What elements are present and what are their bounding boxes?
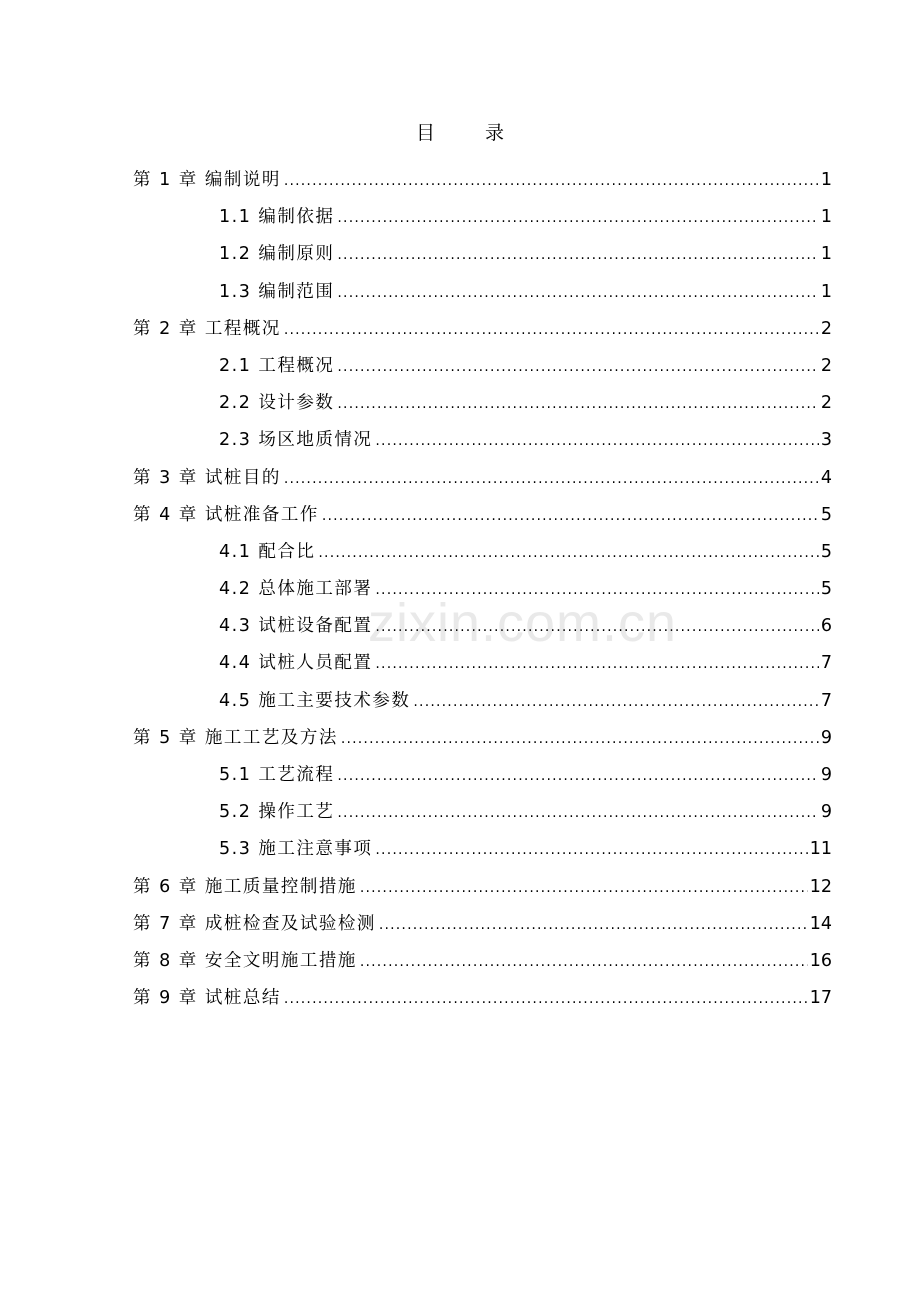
dot-leader xyxy=(284,312,819,349)
toc-section-entry[interactable] xyxy=(133,757,832,794)
toc-entry-label: 第 1 章 编制说明 xyxy=(133,170,281,190)
watermark: zixin.com.cn xyxy=(368,593,678,653)
toc-entry-page-number: 16 xyxy=(809,950,832,971)
dot-leader xyxy=(284,981,808,1018)
toc-chapter-entry[interactable] xyxy=(133,497,832,534)
dot-leader xyxy=(341,721,819,758)
toc-entry-label: 4.3 试桩设备配置 xyxy=(219,616,373,637)
toc-entry-label: 1.2 编制原则 xyxy=(219,244,335,265)
toc-chapter-entry[interactable] xyxy=(133,162,832,199)
toc-entry-page-number: 14 xyxy=(809,913,832,934)
toc-entry-label: 第 4 章 试桩准备工作 xyxy=(133,504,319,525)
dot-leader xyxy=(337,349,818,386)
toc-entry-page-number: 12 xyxy=(809,876,832,897)
toc-entry-page-number: 1 xyxy=(820,281,832,302)
toc-entry-page-number: 5 xyxy=(820,504,832,525)
dot-leader xyxy=(360,870,808,907)
toc-list xyxy=(133,162,832,1017)
toc-entry-page-number: 2 xyxy=(820,393,832,414)
toc-entry-label: 2.1 工程概况 xyxy=(219,355,335,376)
toc-chapter-entry[interactable] xyxy=(133,869,832,906)
toc-entry-label: 4.4 试桩人员配置 xyxy=(219,653,373,674)
dot-leader xyxy=(375,609,818,646)
toc-entry-page-number: 2 xyxy=(820,318,832,339)
toc-section-entry[interactable] xyxy=(133,199,832,236)
toc-entry-page-number: 5 xyxy=(820,579,832,600)
toc-entry-label: 4.1 配合比 xyxy=(219,541,316,562)
toc-section-entry[interactable] xyxy=(133,683,832,720)
dot-leader xyxy=(375,832,807,869)
toc-section-entry[interactable] xyxy=(133,571,832,608)
dot-leader xyxy=(284,461,819,498)
dot-leader xyxy=(379,907,808,944)
toc-section-entry[interactable] xyxy=(133,274,832,311)
toc-entry-label: 第 7 章 成桩检查及试验检测 xyxy=(133,913,376,934)
toc-entry-label: 1.3 编制范围 xyxy=(219,281,335,302)
toc-section-entry[interactable] xyxy=(133,645,832,682)
toc-entry-page-number: 17 xyxy=(809,988,832,1009)
dot-leader xyxy=(360,944,808,981)
toc-entry-page-number: 4 xyxy=(820,467,832,488)
toc-entry-page-number: 7 xyxy=(820,690,832,711)
toc-entry-page-number: 1 xyxy=(820,244,832,265)
toc-entry-page-number: 1 xyxy=(820,207,832,228)
toc-entry-label: 第 2 章 工程概况 xyxy=(133,318,281,339)
toc-entry-label: 4.5 施工主要技术参数 xyxy=(219,690,411,711)
toc-chapter-entry[interactable] xyxy=(133,720,832,757)
toc-entry-page-number: 11 xyxy=(809,839,832,860)
toc-chapter-entry[interactable] xyxy=(133,906,832,943)
dot-leader xyxy=(284,163,819,200)
toc-entry-page-number: 7 xyxy=(820,653,832,674)
toc-entry-label: 5.2 操作工艺 xyxy=(219,802,335,823)
toc-entry-label: 1.1 编制依据 xyxy=(219,207,335,228)
toc-entry-label: 2.2 设计参数 xyxy=(219,393,335,414)
toc-entry-page-number: 2 xyxy=(820,355,832,376)
toc-section-entry[interactable] xyxy=(133,794,832,831)
toc-entry-label: 2.3 场区地质情况 xyxy=(219,430,373,451)
dot-leader xyxy=(375,572,818,609)
toc-entry-page-number: 9 xyxy=(820,802,832,823)
toc-entry-label: 第 5 章 施工工艺及方法 xyxy=(133,727,338,748)
toc-entry-page-number: 3 xyxy=(820,430,832,451)
toc-entry-label: 5.3 施工注意事项 xyxy=(219,839,373,860)
toc-entry-page-number: 5 xyxy=(820,541,832,562)
toc-entry-page-number: 1 xyxy=(820,170,832,190)
toc-entry-label: 5.1 工艺流程 xyxy=(219,765,335,785)
toc-chapter-entry[interactable] xyxy=(133,943,832,980)
toc-entry-label: 第 6 章 施工质量控制措施 xyxy=(133,876,357,897)
toc-section-entry[interactable] xyxy=(133,831,832,868)
toc-entry-page-number: 9 xyxy=(820,765,832,785)
toc-chapter-entry[interactable] xyxy=(133,460,832,497)
toc-entry-page-number: 9 xyxy=(820,727,832,748)
toc-entry-page-number: 6 xyxy=(820,616,832,637)
toc-entry-label: 第 8 章 安全文明施工措施 xyxy=(133,950,357,971)
toc-section-entry[interactable] xyxy=(133,348,832,385)
dot-leader xyxy=(337,758,818,795)
dot-leader xyxy=(322,498,819,535)
toc-section-entry[interactable] xyxy=(133,534,832,571)
dot-leader xyxy=(337,200,818,237)
toc-title: 目 录 xyxy=(415,122,527,144)
toc-chapter-entry[interactable] xyxy=(133,311,832,348)
toc-entry-label: 第 3 章 试桩目的 xyxy=(133,467,281,488)
dot-leader xyxy=(375,423,818,460)
dot-leader xyxy=(337,795,818,832)
dot-leader xyxy=(337,275,818,312)
toc-chapter-entry[interactable] xyxy=(133,980,832,1017)
toc-section-entry[interactable] xyxy=(133,236,832,273)
dot-leader xyxy=(318,535,818,572)
dot-leader xyxy=(337,386,818,423)
dot-leader xyxy=(413,684,818,721)
dot-leader xyxy=(375,646,818,683)
toc-entry-label: 第 9 章 试桩总结 xyxy=(133,988,281,1009)
toc-entry-label: 4.2 总体施工部署 xyxy=(219,579,373,600)
toc-section-entry[interactable] xyxy=(133,385,832,422)
toc-section-entry[interactable] xyxy=(133,422,832,459)
toc-section-entry[interactable] xyxy=(133,608,832,645)
dot-leader xyxy=(337,237,818,274)
